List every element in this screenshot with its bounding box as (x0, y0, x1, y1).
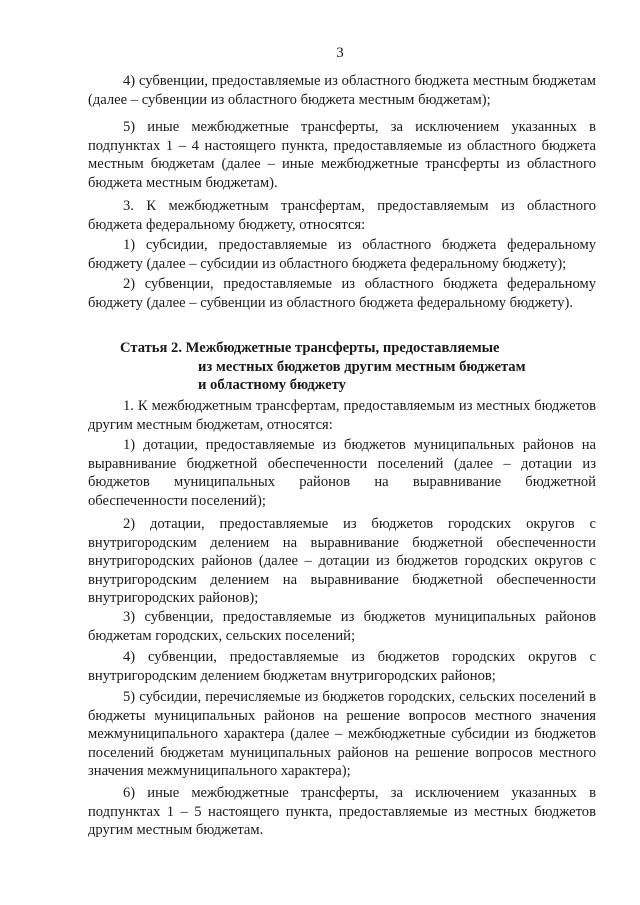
paragraph-transfers-federal: 3. К межбюджетным трансфертам, предоставляемым из областного бюджета федеральному бюджету, относятся: (88, 198, 596, 233)
page-number: 3 (336, 45, 344, 61)
article-heading-line: из местных бюджетов другим местным бюджетам (198, 358, 526, 375)
paragraph-other-transfers-local: 5) иные межбюджетные трансферты, за исключением указанных в подпунктах 1 – 4 настоящего пункта, предоставляемые из областного бюджета местным бюджетам (далее – иные межбюджетные трансферты из областного бюджета местным бюджетам). (88, 119, 596, 191)
paragraph-grants-municipal-districts: 1) дотации, предоставляемые из бюджетов муниципальных районов на выравнивание бюджетной обеспеченности поселений (далее – дотации из бюджетов муниципальных районов на выравнивание бюджетной обеспеченности поселений); (88, 437, 596, 509)
paragraph-subsidies-federal: 1) субсидии, предоставляемые из областного бюджета федеральному бюджету (далее – субсидии из областного бюджета федеральному бюджету); (88, 237, 596, 272)
paragraph-subsidies-settlements: 5) субсидии, перечисляемые из бюджетов городских, сельских поселений в бюджеты муниципальных районов на решение вопросов местного значения межмуниципального характера (далее – межбюджетные субсидии из бюджетов поселений бюджетам муниципальных районов на решение вопросов местного значения межмуниципального характера); (88, 689, 596, 780)
paragraph-grants-city-districts: 2) дотации, предоставляемые из бюджетов городских округов с внутригородским делением на выравнивание бюджетной обеспеченности внутригородских районов (далее – дотации из бюджетов городских округов с внутригородским делением на выравнивание бюджетной обеспеченности внутригородских районов); (88, 516, 596, 607)
article-heading-line: Статья 2. Межбюджетные трансферты, предоставляемые (120, 340, 500, 356)
paragraph-local-transfers-intro: 1. К межбюджетным трансфертам, предоставляемым из местных бюджетов другим местным бюджетам, относятся: (88, 398, 596, 433)
paragraph-other-transfers-municipal: 6) иные межбюджетные трансферты, за исключением указанных в подпунктах 1 – 5 настоящего пункта, предоставляемые из местных бюджетов другим местным бюджетам. (88, 785, 596, 839)
paragraph-subventions-local: 4) субвенции, предоставляемые из областного бюджета местным бюджетам (далее – субвенции из областного бюджета местным бюджетам); (88, 73, 596, 108)
article-heading (120, 339, 560, 395)
paragraph-subventions-intracity: 4) субвенции, предоставляемые из бюджетов городских округов с внутригородским делением бюджетам внутригородских районов; (88, 649, 596, 684)
paragraph-subventions-settlements: 3) субвенции, предоставляемые из бюджетов муниципальных районов бюджетам городских, сельских поселений; (88, 609, 596, 644)
article-heading-line: и областному бюджету (198, 377, 346, 394)
paragraph-subventions-federal: 2) субвенции, предоставляемые из областного бюджета федеральному бюджету (далее – субвенции из областного бюджета федеральному бюджету). (88, 276, 596, 311)
